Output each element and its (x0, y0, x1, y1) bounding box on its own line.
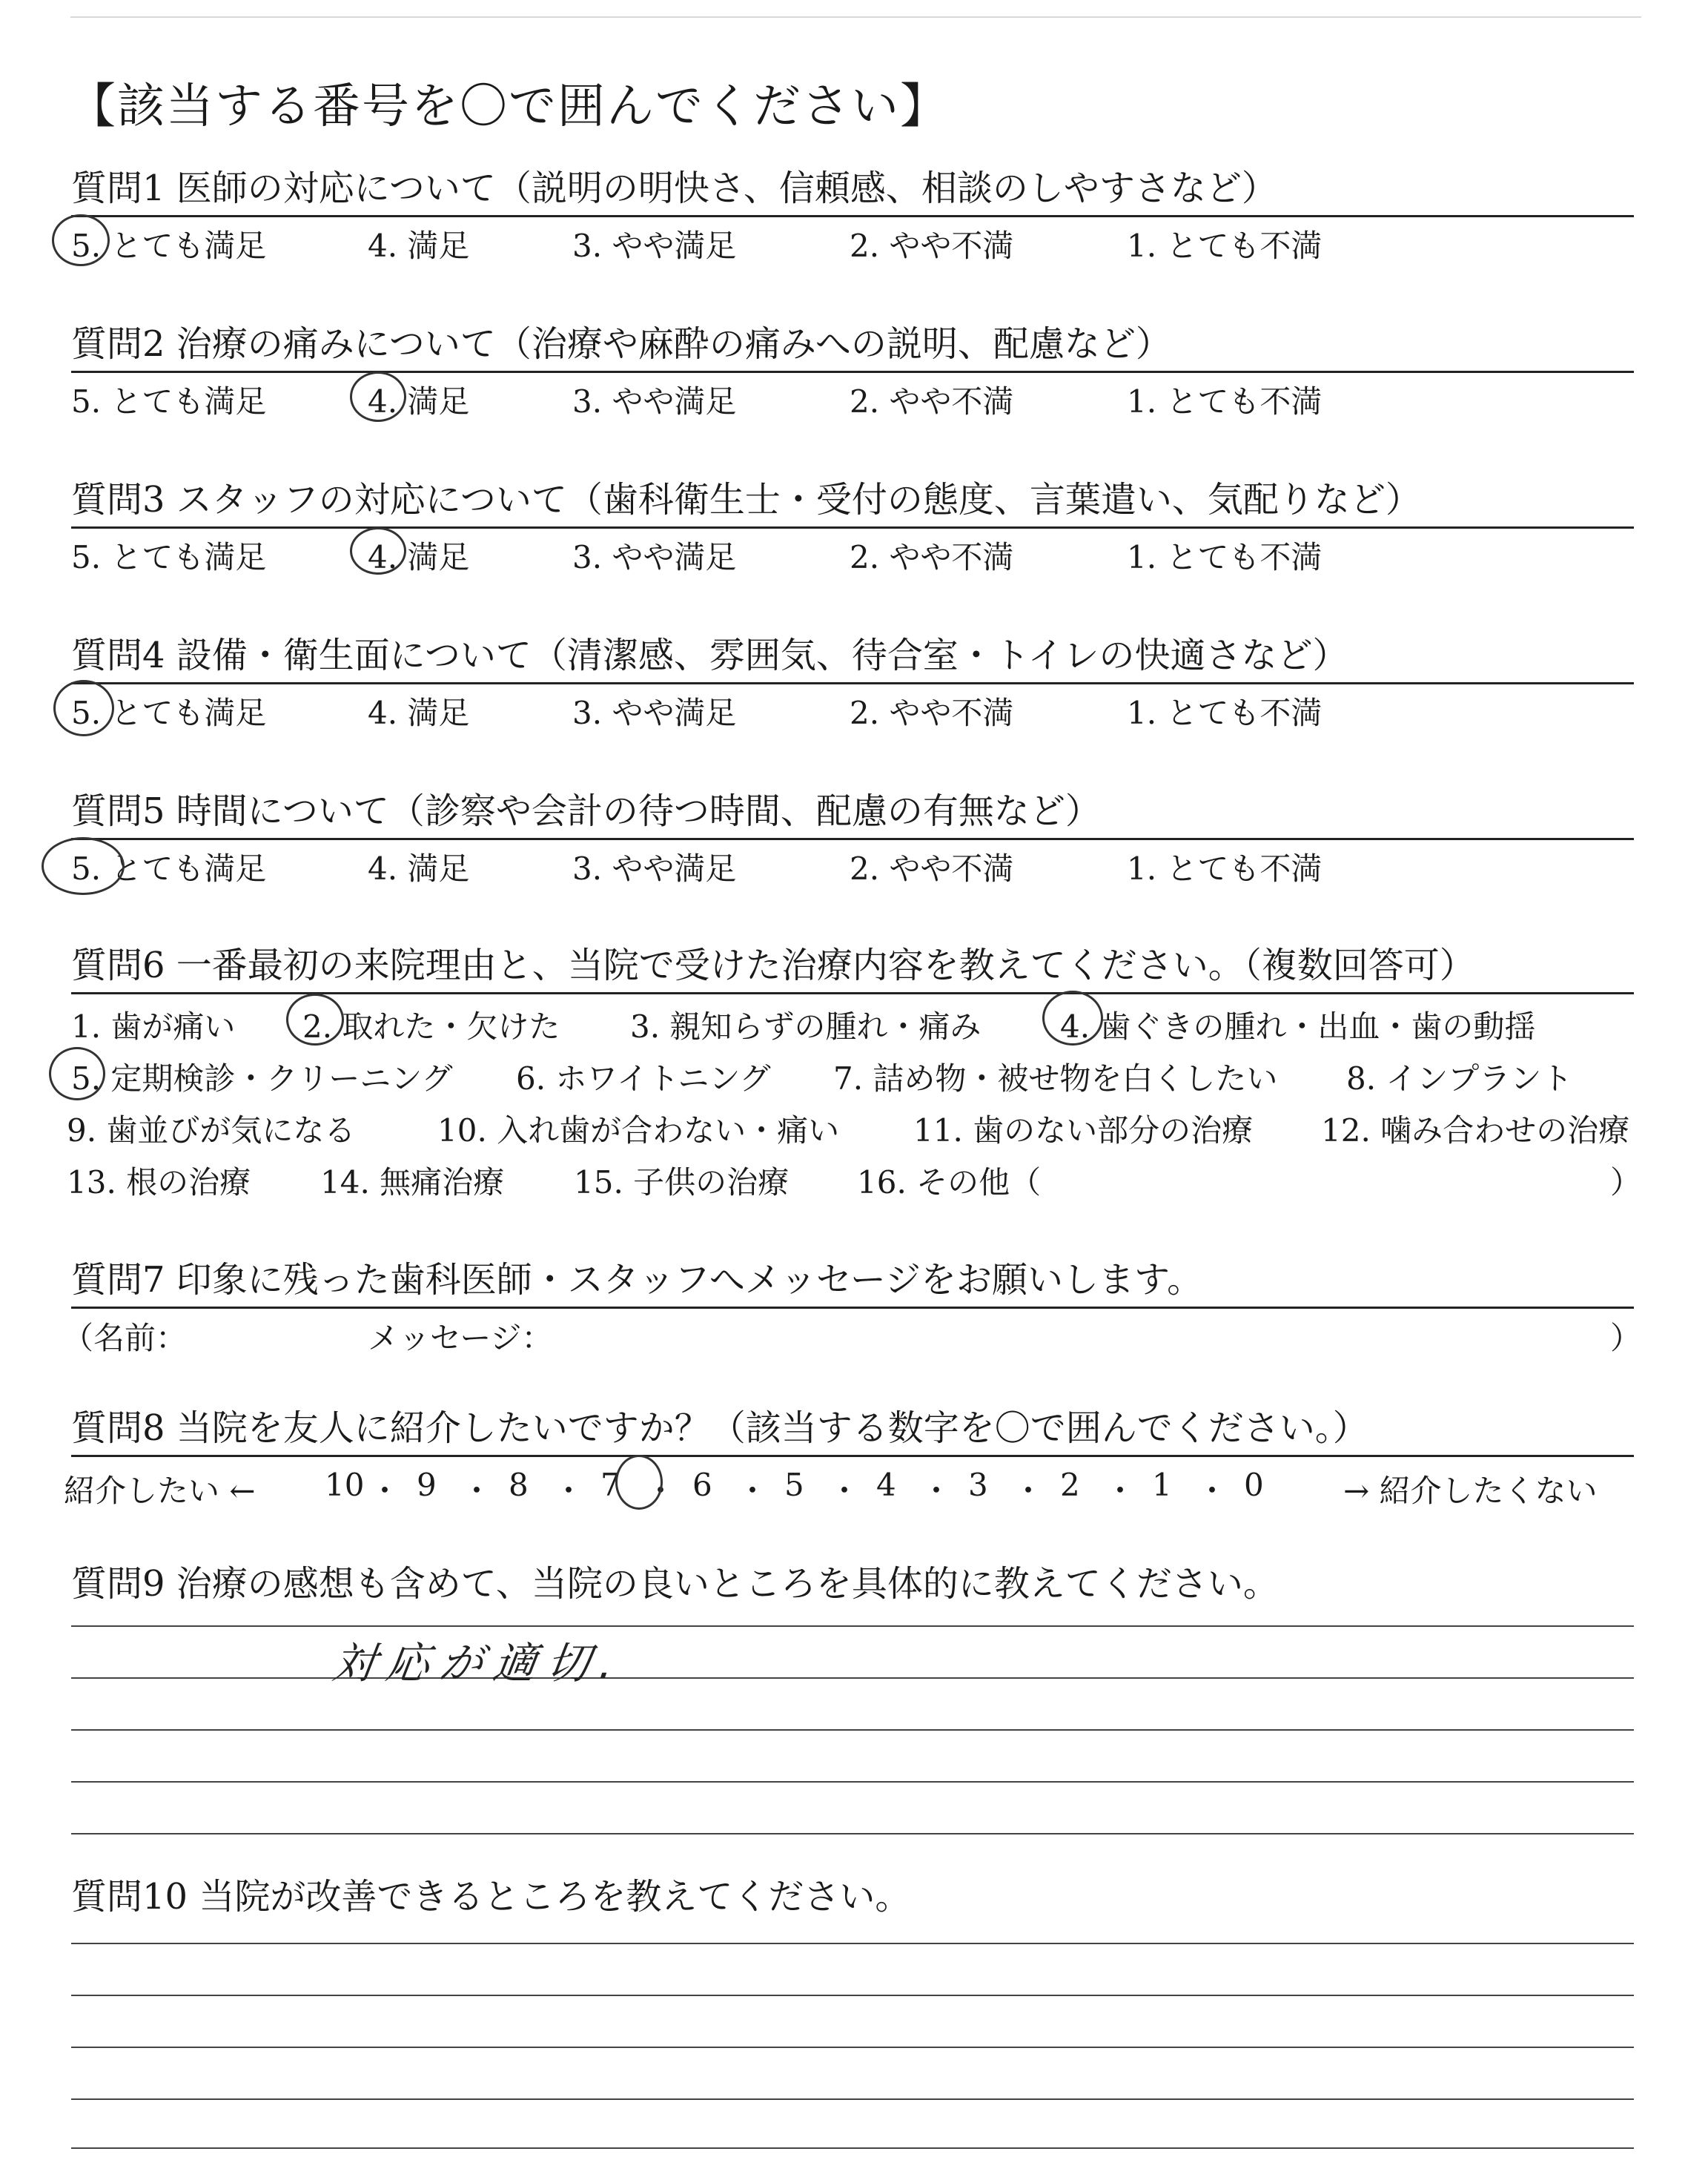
q6-option-6[interactable]: 6. ホワイトニング (516, 1060, 771, 1097)
q6-option-16-close: ） (1610, 1164, 1642, 1200)
q6-option-5[interactable]: 5. 定期検診・クリーニング (71, 1060, 453, 1097)
q8-scale-separator: ・ (1196, 1473, 1228, 1509)
question-1-label: 質問1 医師の対応について（説明の明快さ、信頼感、相談のしやすさなど） (71, 168, 1277, 209)
question-6-rule (71, 992, 1634, 994)
q8-scale-2[interactable]: 2 (1060, 1467, 1080, 1503)
q3-option-2[interactable]: 2. やや不満 (850, 539, 1014, 575)
q8-scale-separator: ・ (829, 1473, 861, 1509)
q1-option-4[interactable]: 4. 満足 (368, 228, 470, 264)
question-3-options (71, 529, 1628, 576)
q6-option-13[interactable]: 13. 根の治療 (67, 1164, 251, 1200)
q3-option-3[interactable]: 3. やや満足 (572, 539, 737, 575)
q3-option-1[interactable]: 1. とても不満 (1127, 539, 1323, 575)
question-8 (71, 1404, 1628, 1457)
question-8-rule (71, 1455, 1634, 1457)
q4-option-5[interactable]: 5. とても満足 (71, 695, 267, 731)
q6-option-16[interactable]: 16. その他（ (857, 1164, 1042, 1200)
answer-line (71, 1995, 1634, 1996)
q6-option-9[interactable]: 9. 歯並びが気になる (67, 1112, 356, 1149)
q6-option-7[interactable]: 7. 詰め物・被せ物を白くしたい (833, 1060, 1278, 1097)
answer-line (71, 1833, 1634, 1834)
q8-scale-separator: ・ (553, 1473, 585, 1509)
q7-close-paren: ） (1610, 1320, 1642, 1356)
question-5-options (71, 840, 1628, 888)
question-10 (71, 1873, 1628, 1920)
question-3-label: 質問3 スタッフの対応について（歯科衛生士・受付の態度、言葉遣い、気配りなど） (71, 479, 1421, 521)
q6-option-12[interactable]: 12. 噛み合わせの治療 (1321, 1112, 1630, 1149)
answer-line (71, 1729, 1634, 1731)
q4-option-3[interactable]: 3. やや満足 (572, 695, 737, 731)
q5-option-2[interactable]: 2. やや不満 (850, 851, 1014, 887)
q2-option-1[interactable]: 1. とても不満 (1127, 383, 1323, 420)
q6-option-1[interactable]: 1. 歯が痛い (71, 1008, 236, 1045)
q6-option-15[interactable]: 15. 子供の治療 (574, 1164, 790, 1200)
q3-option-5[interactable]: 5. とても満足 (71, 539, 267, 575)
q8-scale-separator: ・ (737, 1473, 769, 1509)
question-6 (71, 942, 1628, 994)
q2-option-2[interactable]: 2. やや不満 (850, 383, 1014, 420)
q1-option-5[interactable]: 5. とても満足 (71, 228, 267, 264)
q3-option-4[interactable]: 4. 満足 (368, 539, 470, 575)
question-3 (71, 476, 1628, 576)
q9-handwritten-answer[interactable]: 対応が適切. (329, 1638, 628, 1688)
q2-option-5[interactable]: 5. とても満足 (71, 383, 267, 420)
q8-scale-6[interactable]: 6 (692, 1467, 712, 1503)
q8-right-label: → 紹介したくない (1343, 1473, 1598, 1509)
question-2 (71, 320, 1628, 420)
answer-line (71, 2098, 1634, 2100)
answer-line (71, 1625, 1634, 1627)
answer-line (71, 2147, 1634, 2149)
q7-message-label: メッセージ： (368, 1320, 553, 1356)
question-10-label: 質問10 当院が改善できるところを教えてください。 (71, 1876, 911, 1918)
q8-scale-separator: ・ (461, 1473, 493, 1509)
q8-scale-separator: ・ (1013, 1473, 1045, 1509)
answer-line (71, 1677, 1634, 1679)
q8-scale-3[interactable]: 3 (968, 1467, 988, 1503)
q1-option-2[interactable]: 2. やや不満 (850, 228, 1014, 264)
q6-option-4[interactable]: 4. 歯ぐきの腫れ・出血・歯の動揺 (1060, 1008, 1536, 1045)
q8-scale-5[interactable]: 5 (784, 1467, 804, 1503)
q4-option-2[interactable]: 2. やや不満 (850, 695, 1014, 731)
question-9-label: 質問9 治療の感想も含めて、当院の良いところを具体的に教えてください。 (71, 1563, 1279, 1605)
question-7-rule (71, 1307, 1634, 1309)
question-9 (71, 1560, 1628, 1608)
q8-scale-4[interactable]: 4 (876, 1467, 896, 1503)
q5-option-1[interactable]: 1. とても不満 (1127, 851, 1323, 887)
q8-scale-8[interactable]: 8 (509, 1467, 529, 1503)
q8-scale-7[interactable]: 7 (600, 1467, 620, 1503)
question-4-options (71, 684, 1628, 732)
question-7-label: 質問7 印象に残った歯科医師・スタッフへメッセージをお願いします。 (71, 1259, 1203, 1301)
q6-option-10[interactable]: 10. 入れ歯が合わない・痛い (437, 1112, 840, 1149)
question-1-options (71, 217, 1628, 265)
form-title: 【該当する番号を〇で囲んでください】 (68, 79, 949, 134)
q4-option-1[interactable]: 1. とても不満 (1127, 695, 1323, 731)
q5-option-3[interactable]: 3. やや満足 (572, 851, 737, 887)
q8-scale-separator: ・ (921, 1473, 953, 1509)
q8-scale-separator: ・ (369, 1473, 401, 1509)
q8-scale-10[interactable]: 10 (325, 1467, 365, 1503)
q5-option-4[interactable]: 4. 満足 (368, 851, 470, 887)
answer-line (71, 2047, 1634, 2048)
answer-line (71, 1781, 1634, 1783)
q2-option-3[interactable]: 3. やや満足 (572, 383, 737, 420)
q8-scale-separator: ・ (1105, 1473, 1136, 1509)
q6-option-11[interactable]: 11. 歯のない部分の治療 (913, 1112, 1254, 1149)
q6-option-2[interactable]: 2. 取れた・欠けた (302, 1008, 560, 1045)
question-7 (71, 1256, 1628, 1309)
question-5 (71, 787, 1628, 888)
q8-scale-1[interactable]: 1 (1152, 1467, 1172, 1503)
answer-line (71, 1943, 1634, 1944)
q8-scale-9[interactable]: 9 (417, 1467, 437, 1503)
question-2-label: 質問2 治療の痛みについて（治療や麻酔の痛みへの説明、配慮など） (71, 323, 1171, 365)
q4-option-4[interactable]: 4. 満足 (368, 695, 470, 731)
q1-option-1[interactable]: 1. とても不満 (1127, 228, 1323, 264)
question-4-label: 質問4 設備・衛生面について（清潔感、雰囲気、待合室・トイレの快適さなど） (71, 635, 1348, 676)
question-4 (71, 632, 1628, 732)
question-5-label: 質問5 時間について（診察や会計の待つ時間、配慮の有無など） (71, 790, 1101, 832)
q6-option-3[interactable]: 3. 親知らずの腫れ・痛み (630, 1008, 982, 1045)
q8-scale-separator: ・ (645, 1473, 677, 1509)
q5-option-5[interactable]: 5. とても満足 (71, 851, 267, 887)
question-1 (71, 165, 1628, 265)
q8-left-label: 紹介したい ← (64, 1473, 256, 1509)
q2-option-4[interactable]: 4. 満足 (368, 383, 470, 420)
top-edge-line (70, 16, 1641, 18)
q7-name-label: （名前： (62, 1320, 188, 1356)
q8-scale-0[interactable]: 0 (1244, 1467, 1264, 1503)
q1-option-3[interactable]: 3. やや満足 (572, 228, 737, 264)
question-8-label: 質問8 当院を友人に紹介したいですか？（該当する数字を〇で囲んでください。） (71, 1407, 1368, 1449)
q6-option-8[interactable]: 8. インプラント (1346, 1060, 1573, 1097)
question-6-label: 質問6 一番最初の来院理由と、当院で受けた治療内容を教えてください。（複数回答可） (71, 945, 1475, 986)
question-2-options (71, 373, 1628, 420)
q6-option-14[interactable]: 14. 無痛治療 (320, 1164, 505, 1200)
